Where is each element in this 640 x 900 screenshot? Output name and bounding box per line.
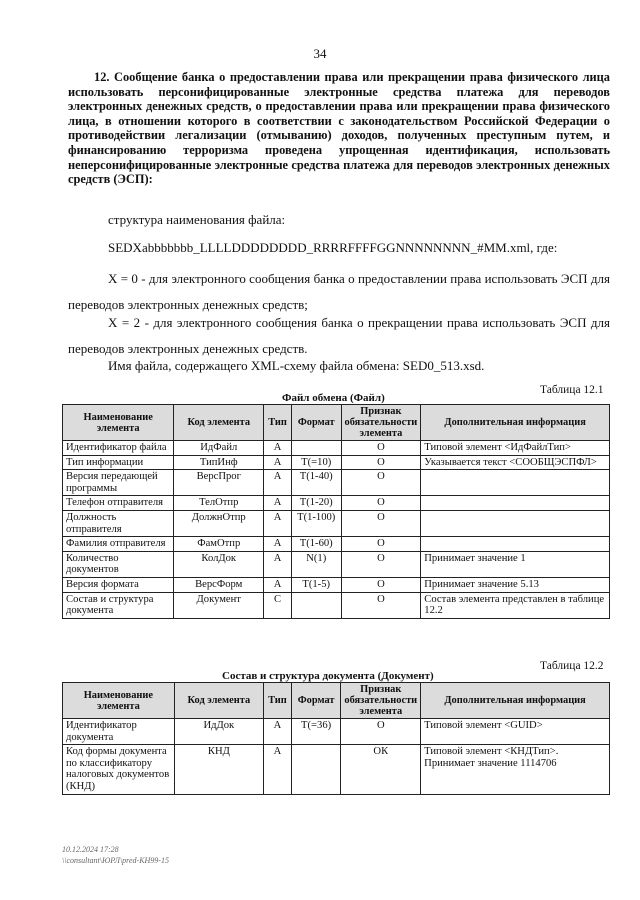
table-document-structure <box>62 682 610 795</box>
table-row <box>63 551 610 577</box>
table-cell: Документ <box>174 592 264 618</box>
table-cell: О <box>341 470 421 496</box>
table2-header: Дополнительная информация <box>421 683 610 719</box>
table-row <box>63 470 610 496</box>
table-cell: Указывается текст <СООБЩЭСПФЛ> <box>421 455 610 470</box>
table-cell: Т(1-100) <box>291 510 341 536</box>
table-cell: О <box>341 510 421 536</box>
table-cell: Идентификатор файла <box>63 441 174 456</box>
page-number: 34 <box>313 46 327 61</box>
table1-header: Признак обязательности элемента <box>341 405 421 441</box>
table1-title: Файл обмена (Файл) <box>282 392 385 404</box>
x2-description: X = 2 - для электронного сообщения банка о прекращении права использовать ЭСП для переводов электронных денежных средств. <box>68 315 610 356</box>
footer-stamp: \\consultant\ЮРЛ\pred-КН99-15 <box>62 856 169 865</box>
table-cell: А <box>264 510 292 536</box>
table-cell: Принимает значение 5.13 <box>421 577 610 592</box>
table-cell: А <box>264 577 292 592</box>
table-cell: О <box>341 551 421 577</box>
table1-header-row <box>63 405 610 441</box>
table-cell: Версия передающей программы <box>63 470 174 496</box>
table1-header: Код элемента <box>174 405 264 441</box>
table-cell <box>291 745 341 794</box>
table2-header: Признак обязательности элемента <box>341 683 421 719</box>
table2-header: Наименование элемента <box>63 683 175 719</box>
table-cell: С <box>264 592 292 618</box>
table-cell: ТипИнф <box>174 455 264 470</box>
table-row <box>63 441 610 456</box>
table1-caption: Таблица 12.1 <box>540 384 604 396</box>
table-row <box>63 592 610 618</box>
table-cell: ИдДок <box>174 719 263 745</box>
table-cell <box>291 592 341 618</box>
table-cell: Состав элемента представлен в таблице 12.2 <box>421 592 610 618</box>
table-cell: Т(1-40) <box>291 470 341 496</box>
table-cell: А <box>264 496 292 511</box>
section-heading: 12. Сообщение банка о предоставлении права или прекращении права физического лица использовать персонифицированные электронные средства платежа для переводов электронных денежных средств, о предоставлении права или прекращении права физического лица, в отношении которого в соответствии с законодательством Российской Федерации о противодействии легализации (отмыванию) доходов, полученных преступным путем, и финансированию терроризма проведена упрощенная идентификация, использовать неперсонифицированные электронные средства платежа для переводов электронных денежных средств (ЭСП): <box>68 70 610 187</box>
table-cell: О <box>341 719 421 745</box>
table-cell: ОК <box>341 745 421 794</box>
table-row <box>63 510 610 536</box>
table-cell: Т(=36) <box>291 719 341 745</box>
table-cell: ФамОтпр <box>174 537 264 552</box>
table-cell: Типовой элемент <GUID> <box>421 719 610 745</box>
table2-caption: Таблица 12.2 <box>540 660 604 672</box>
table-cell <box>421 510 610 536</box>
table-cell: А <box>264 537 292 552</box>
table-cell: Т(=10) <box>291 455 341 470</box>
table-cell: Типовой элемент <ИдФайлТип> <box>421 441 610 456</box>
table-cell: ВерсПрог <box>174 470 264 496</box>
table-file-exchange <box>62 404 610 619</box>
table-cell: О <box>341 592 421 618</box>
table-cell <box>421 496 610 511</box>
table-cell: Принимает значение 1 <box>421 551 610 577</box>
table-cell: А <box>263 745 291 794</box>
table-cell: Т(1-60) <box>291 537 341 552</box>
schema-filename: Имя файла, содержащего XML-схему файла обмена: SED0_513.xsd. <box>108 358 485 373</box>
table-cell: Т(1-5) <box>291 577 341 592</box>
table-cell: ДолжнОтпр <box>174 510 264 536</box>
table-cell: Код формы документа по классификатору налоговых документов (КНД) <box>63 745 175 794</box>
table-row <box>63 719 610 745</box>
table-cell: ТелОтпр <box>174 496 264 511</box>
table1-header: Дополнительная информация <box>421 405 610 441</box>
filename-pattern: SEDXabbbbbbb_LLLLDDDDDDDD_RRRRFFFFGGNNNNNNNN_#MM.xml, где: <box>108 240 558 255</box>
table-row <box>63 577 610 592</box>
table2-header: Формат <box>291 683 341 719</box>
table1-header: Тип <box>264 405 292 441</box>
table2-header: Тип <box>263 683 291 719</box>
table2-title: Состав и структура документа (Документ) <box>222 670 434 682</box>
table-cell: О <box>341 537 421 552</box>
table-row <box>63 537 610 552</box>
table-cell: ИдФайл <box>174 441 264 456</box>
table-cell <box>421 470 610 496</box>
table-cell: А <box>264 455 292 470</box>
table1-header: Наименование элемента <box>63 405 174 441</box>
table-cell: О <box>341 577 421 592</box>
table-cell: А <box>263 719 291 745</box>
table-cell: Т(1-20) <box>291 496 341 511</box>
structure-label: структура наименования файла: <box>108 212 286 227</box>
table-cell: КолДок <box>174 551 264 577</box>
x0-description: X = 0 - для электронного сообщения банка о предоставлении права использовать ЭСП для переводов электронных денежных средств; <box>68 271 610 312</box>
table1-header: Формат <box>291 405 341 441</box>
table-cell: Тип информации <box>63 455 174 470</box>
table-cell: О <box>341 496 421 511</box>
table-cell: N(1) <box>291 551 341 577</box>
table-cell <box>421 537 610 552</box>
table-row <box>63 496 610 511</box>
table-cell: ВерсФорм <box>174 577 264 592</box>
table-cell: Версия формата <box>63 577 174 592</box>
table-cell: КНД <box>174 745 263 794</box>
table-cell <box>291 441 341 456</box>
table-row <box>63 455 610 470</box>
table-cell: Телефон отправителя <box>63 496 174 511</box>
table-cell: Типовой элемент <КНДТип>. Принимает значение 1114706 <box>421 745 610 794</box>
table-cell: Количество документов <box>63 551 174 577</box>
table-cell: Состав и структура документа <box>63 592 174 618</box>
table2-header-row <box>63 683 610 719</box>
footer-timestamp: 10.12.2024 17:28 <box>62 845 119 854</box>
table-cell: О <box>341 455 421 470</box>
table-cell: А <box>264 470 292 496</box>
table-cell: О <box>341 441 421 456</box>
table-row <box>63 745 610 794</box>
table-cell: Фамилия отправителя <box>63 537 174 552</box>
table-cell: А <box>264 441 292 456</box>
table-cell: А <box>264 551 292 577</box>
table-cell: Должность отправителя <box>63 510 174 536</box>
table2-header: Код элемента <box>174 683 263 719</box>
table-cell: Идентификатор документа <box>63 719 175 745</box>
